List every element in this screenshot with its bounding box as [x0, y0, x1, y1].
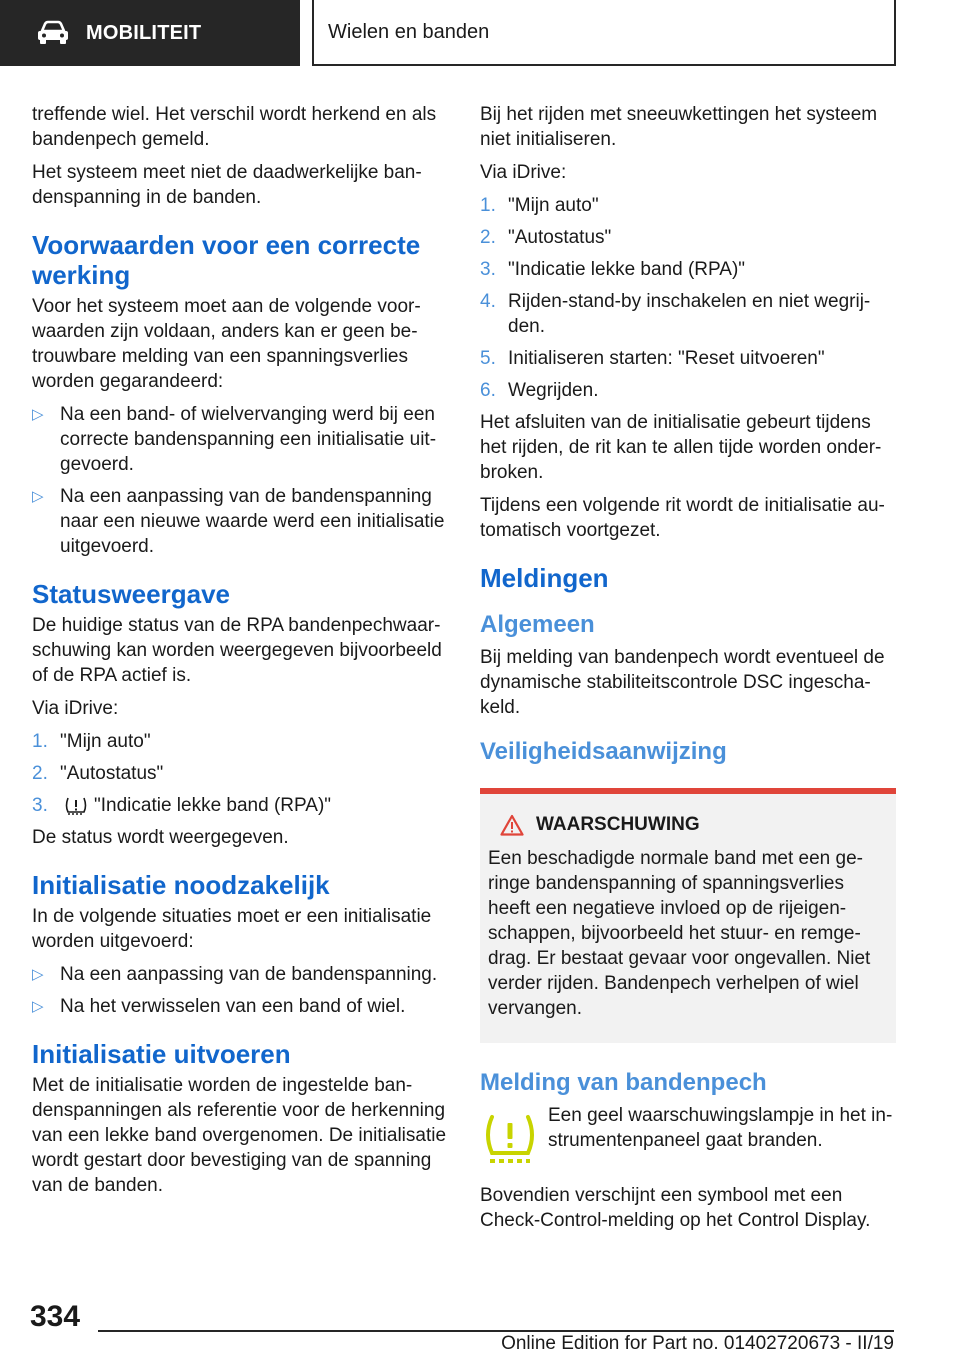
paragraph: De huidige status van de RPA bandenpechwaarschuwing kan worden weergegeven bijvoorbeeld of de RPA actief is.: [32, 615, 442, 686]
list-item: 2. "Autostatus": [480, 227, 612, 248]
warning-box: [480, 788, 896, 1043]
paragraph: Bovendien verschijnt een symbool met een Check-Control-melding op het Control Display.: [480, 1185, 871, 1231]
list-item: 6. Wegrijden.: [480, 380, 599, 401]
list-item: ▷ Na een band- of wielvervanging werd bij een correcte bandenspanning een initialisatie uitgevoerd.: [32, 404, 437, 475]
paragraph: Voor het systeem moet aan de volgende voorwaarden zijn voldaan, anders kan er geen betrouwbare melding van een spanningsverlies worden gegarandeerd:: [32, 296, 421, 392]
bullet-list: [32, 402, 448, 559]
list-item: ▷ Na een aanpassing van de bandenspanning.: [32, 964, 438, 985]
paragraph: In de volgende situaties moet er een initialisatie worden uitgevoerd:: [32, 906, 432, 952]
triangle-bullet-icon: ▷: [32, 966, 44, 983]
chapter-tab: [312, 0, 896, 66]
heading-meldingen: Meldingen: [480, 563, 609, 593]
right-column: [480, 102, 896, 1241]
heading-initialisatie-noodzakelijk: Initialisatie noodzakelijk: [32, 870, 330, 900]
paragraph: Het afsluiten van de initialisatie gebeurt tijdens het rijden, de rit kan te allen tijde worden onderbroken.: [480, 412, 882, 483]
tire-pressure-icon: [64, 796, 88, 816]
paragraph: Met de initialisatie worden de ingestelde bandenspanningen als referentie voor de herkenning van een lekke band overgenomen. De initialisatie wordt gestart door bevestiging van de spanning van de banden.: [32, 1075, 447, 1196]
paragraph: Bij het rijden met sneeuwkettingen het systeem niet initialiseren.: [480, 104, 878, 150]
heading-initialisatie-uitvoeren: Initialisatie uitvoeren: [32, 1039, 291, 1069]
heading-melding-bandenpech: Melding van bandenpech: [480, 1069, 767, 1096]
section-label: MOBILITEIT: [86, 21, 202, 44]
triangle-bullet-icon: ▷: [32, 488, 44, 505]
list-item: 4. Rijden-stand-by inschakelen en niet wegrijden.: [480, 291, 871, 337]
heading-algemeen: Algemeen: [480, 611, 595, 638]
list-item: 1. "Mijn auto": [480, 195, 599, 216]
tire-pressure-warning-icon: [480, 1109, 540, 1169]
bullet-list: [32, 962, 448, 1019]
warning-text: Een beschadigde normale band met een geringe bandenspanning of spanningsverlies heeft een negatieve invloed op de rijeigenschappen, bijvoorbeeld het stuur- en remgedrag. Er bestaat gevaar voor ongevallen. Niet verder rijden. Bandenpech verhelpen of wiel vervangen.: [488, 848, 871, 1019]
list-item: 3. "Indicatie lekke band (RPA)": [480, 259, 746, 280]
step-list: [480, 193, 896, 403]
step-list: [32, 729, 448, 818]
paragraph: Het systeem meet niet de daadwerkelijke bandenspanning in de banden.: [32, 162, 422, 208]
list-item: 5. Initialiseren starten: "Reset uitvoeren": [480, 348, 825, 369]
chapter-label: Wielen en banden: [328, 20, 490, 43]
heading-veiligheidsaanwijzing: Veiligheidsaanwijzing: [480, 738, 727, 765]
warning-title: WAARSCHUWING: [488, 814, 888, 836]
footer-divider: [98, 1330, 894, 1332]
warning-triangle-icon: [500, 814, 524, 836]
list-item: 3. "Indicatie lekke band (RPA)": [32, 795, 332, 816]
heading-statusweergave: Statusweergave: [32, 579, 230, 609]
triangle-bullet-icon: ▷: [32, 406, 44, 423]
paragraph: Een geel waarschuwingslampje in het instrumentenpaneel gaat branden.: [548, 1105, 893, 1151]
left-column: [32, 102, 448, 1206]
paragraph: treffende wiel. Het verschil wordt herkend en als bandenpech gemeld.: [32, 104, 437, 150]
paragraph: Bij melding van bandenpech wordt eventueel de dynamische stabiliteitscontrole DSC ingeschakeld.: [480, 647, 885, 718]
page-number: 334: [30, 1300, 81, 1333]
list-item: 2. "Autostatus": [32, 763, 164, 784]
section-tab: [0, 0, 300, 66]
paragraph: Via iDrive:: [32, 698, 119, 719]
list-item: 1. "Mijn auto": [32, 731, 151, 752]
triangle-bullet-icon: ▷: [32, 998, 44, 1015]
paragraph: De status wordt weergegeven.: [32, 827, 289, 848]
car-icon: [36, 20, 70, 46]
paragraph: Tijdens een volgende rit wordt de initialisatie automatisch voortgezet.: [480, 495, 885, 541]
page-header: [0, 0, 960, 66]
icon-paragraph: [480, 1103, 896, 1169]
edition-text: Online Edition for Part no. 01402720673 - II/19: [501, 1333, 894, 1354]
list-item: ▷ Na een aanpassing van de bandenspanning naar een nieuwe waarde werd een initialisatie uitgevoerd.: [32, 486, 445, 557]
paragraph: Via iDrive:: [480, 162, 567, 183]
heading-voorwaarden: Voorwaarden voor een correcte werking: [32, 230, 421, 290]
list-item: ▷ Na het verwisselen van een band of wiel.: [32, 996, 406, 1017]
